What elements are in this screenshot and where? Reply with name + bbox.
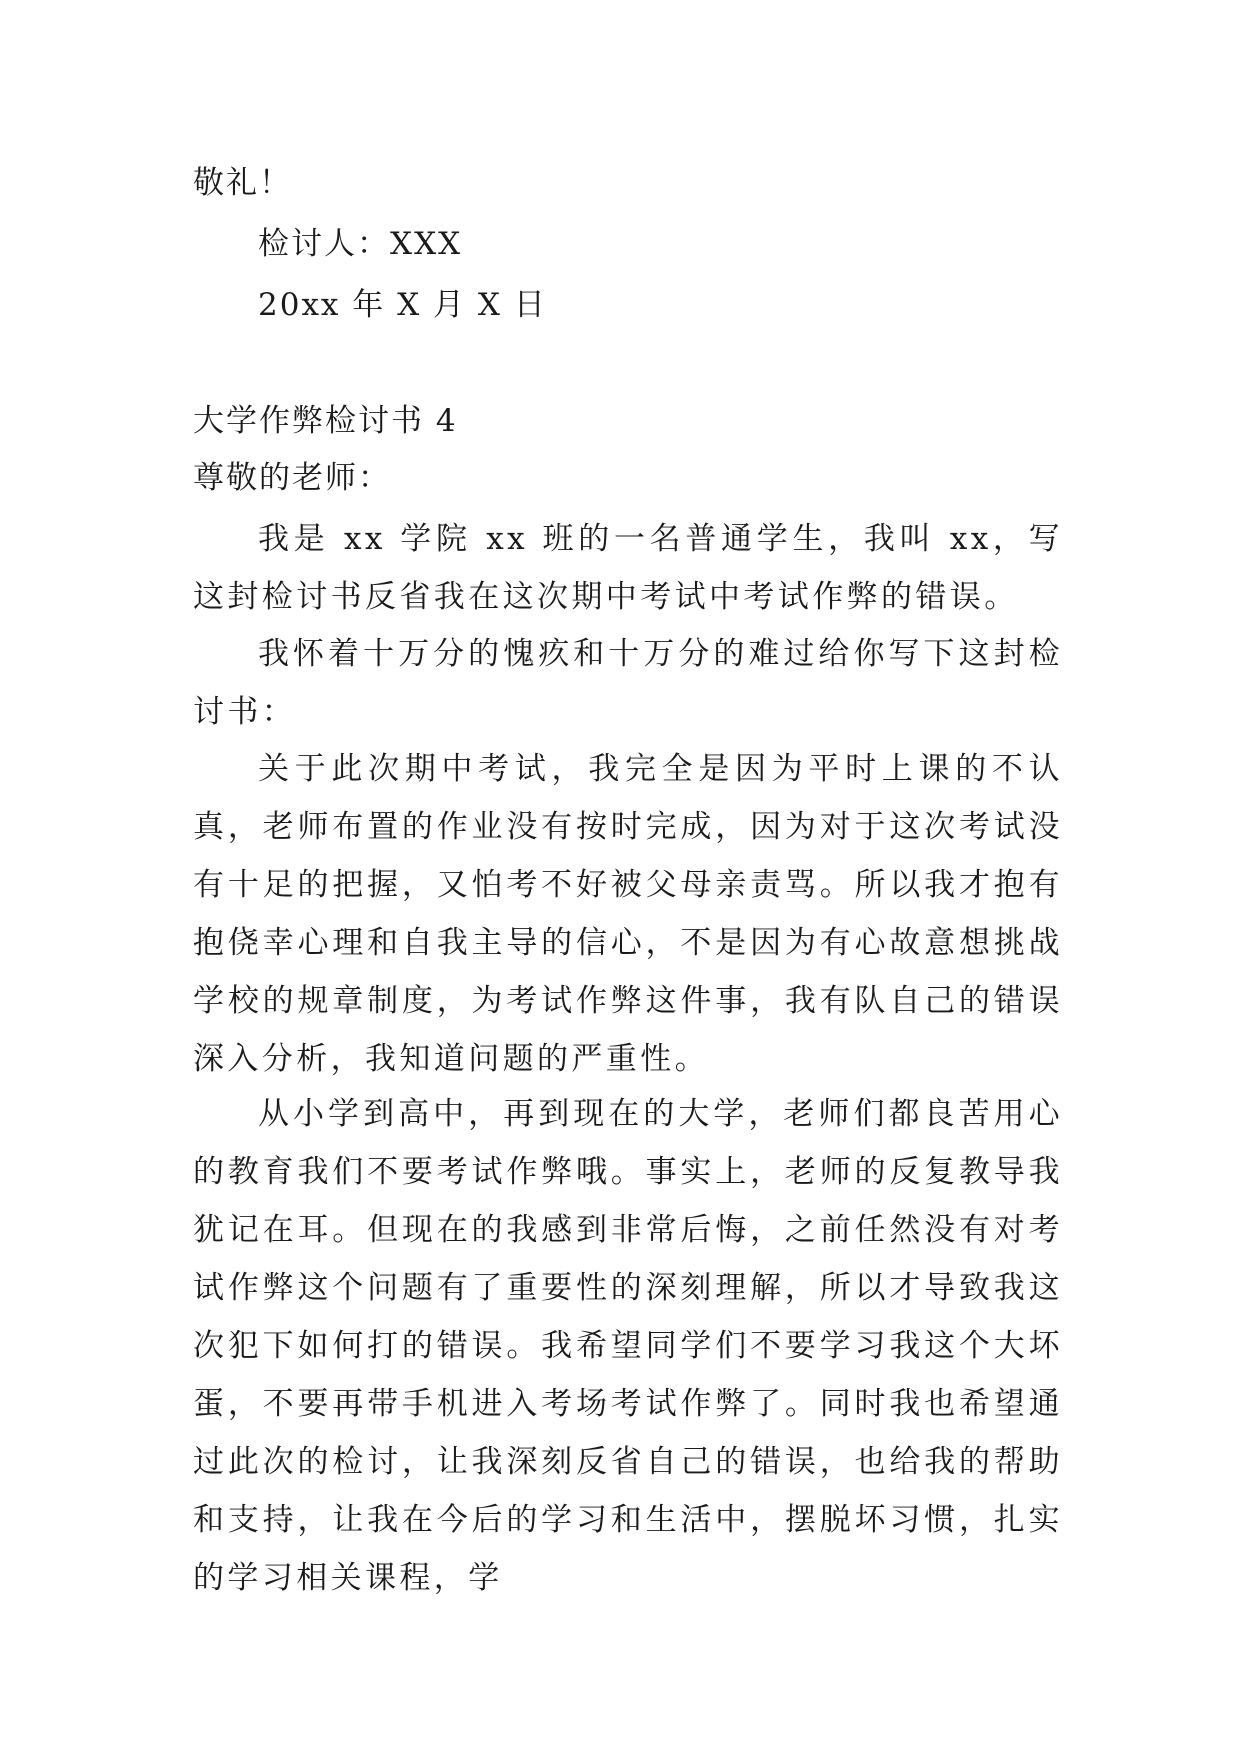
- section-title: 大学作弊检讨书 4: [193, 403, 458, 439]
- paragraph-3: 关于此次期中考试，我完全是因为平时上课的不认真，老师布置的作业没有按时完成，因为对于这次考试没有十足的把握，又怕考不好被父母亲责骂。所以我才抱有抱侥幸心理和自我主导的信心，不是因为有心故意想挑战学校的规章制度，为考试作弊这件事，我有队自己的错误深入分析，我知道问题的严重性。: [193, 751, 1063, 1077]
- signer-line: 检讨人：XXX: [258, 226, 463, 262]
- salutation: 尊敬的老师：: [193, 460, 391, 496]
- date-line: 20xx 年 X 月 X 日: [258, 287, 547, 323]
- paragraph-2: 我怀着十万分的愧疚和十万分的难过给你写下这封检讨书：: [193, 636, 1063, 730]
- paragraph-1: 我是 xx 学院 xx 班的一名普通学生，我叫 xx，写这封检讨书反省我在这次期中考试中考试作弊的错误。: [193, 521, 1063, 615]
- closing-text: 敬礼！: [193, 165, 292, 201]
- paragraph-4: 从小学到高中，再到现在的大学，老师们都良苦用心的教育我们不要考试作弊哦。事实上，老师的反复教导我犹记在耳。但现在的我感到非常后悔，之前任然没有对考试作弊这个问题有了重要性的深刻理解，所以才导致我这次犯下如何打的错误。我希望同学们不要学习我这个大坏蛋，不要再带手机进入考场考试作弊了。同时我也希望通过此次的检讨，让我深刻反省自己的错误，也给我的帮助和支持，让我在今后的学习和生活中，摆脱坏习惯，扎实的学习相关课程，学: [193, 1096, 1063, 1596]
